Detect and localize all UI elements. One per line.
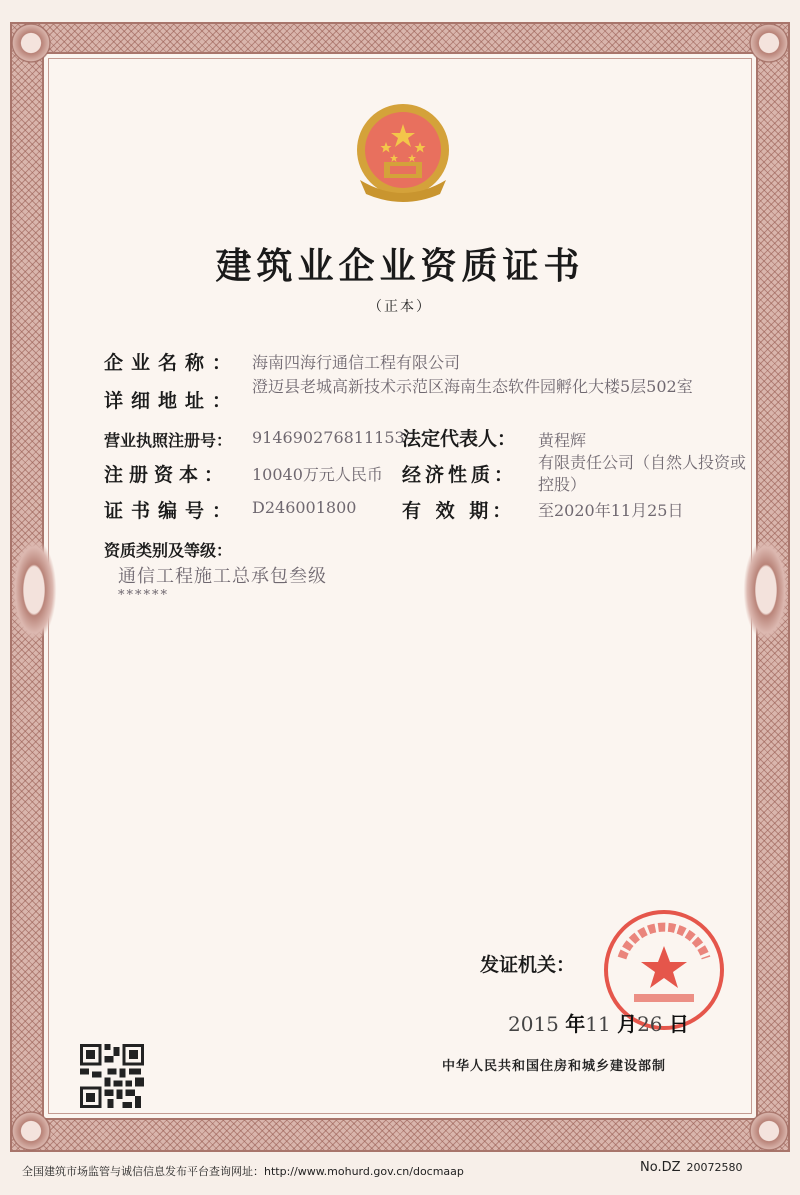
capital-label: 注册资本： (104, 464, 230, 486)
side-ornament (10, 535, 58, 645)
issue-day: 26 (637, 1012, 663, 1036)
category-value: 通信工程施工总承包叁级 (118, 566, 327, 587)
valid-label: 有 效 期： (402, 500, 516, 522)
serial-label: No.DZ (640, 1160, 681, 1175)
license-label: 营业执照注册号： (104, 431, 233, 450)
ministry-name: 中华人民共和国住房和城乡建设部制 (442, 1059, 667, 1074)
issue-date (508, 1008, 689, 1037)
nature-label: 经济性质： (402, 464, 518, 486)
serial-value: 20072580 (686, 1161, 743, 1174)
company-name-label: 企业名称： (104, 352, 240, 374)
day-unit: 日 (668, 1012, 689, 1036)
year-unit: 年 (565, 1012, 586, 1036)
valid-value: 至2020年11月25日 (538, 501, 684, 520)
month-unit: 月 (617, 1012, 638, 1036)
corner-ornament (8, 20, 54, 66)
national-emblem-icon (348, 98, 458, 208)
category-stars: ****** (118, 588, 169, 603)
issuer-label: 发证机关： (480, 954, 576, 976)
legal-rep-label: 法定代表人： (402, 428, 517, 450)
license-value: 914690276811153 (252, 428, 405, 447)
issue-year: 2015 (508, 1012, 559, 1036)
corner-ornament (746, 1108, 792, 1154)
category-label: 资质类别及等级： (104, 541, 233, 560)
capital-value: 10040万元人民币 (252, 465, 383, 484)
corner-ornament (746, 20, 792, 66)
side-ornament (742, 535, 790, 645)
cert-no-label: 证书编号： (104, 500, 240, 522)
nature-value: 有限责任公司（自然人投资或控股） (538, 453, 747, 494)
qr-code-icon (80, 1044, 144, 1108)
query-url-text: 全国建筑市场监管与诚信信息发布平台查询网址：http://www.mohurd.gov.cn/docmaap (22, 1165, 464, 1178)
cert-no-value: D246001800 (252, 498, 357, 517)
company-name-value: 海南四海行通信工程有限公司 (252, 353, 461, 372)
address-value: 澄迈县老城高新技术示范区海南生态软件园孵化大楼5层502室 (252, 377, 693, 396)
issue-month: 11 (585, 1012, 611, 1036)
corner-ornament (8, 1108, 54, 1154)
address-label: 详细地址： (104, 390, 240, 412)
legal-rep-value: 黄程辉 (538, 431, 587, 450)
certificate-title: 建筑业企业资质证书 (215, 246, 585, 287)
certificate-subtitle: （正本） (368, 299, 432, 315)
serial-number (640, 1160, 743, 1175)
